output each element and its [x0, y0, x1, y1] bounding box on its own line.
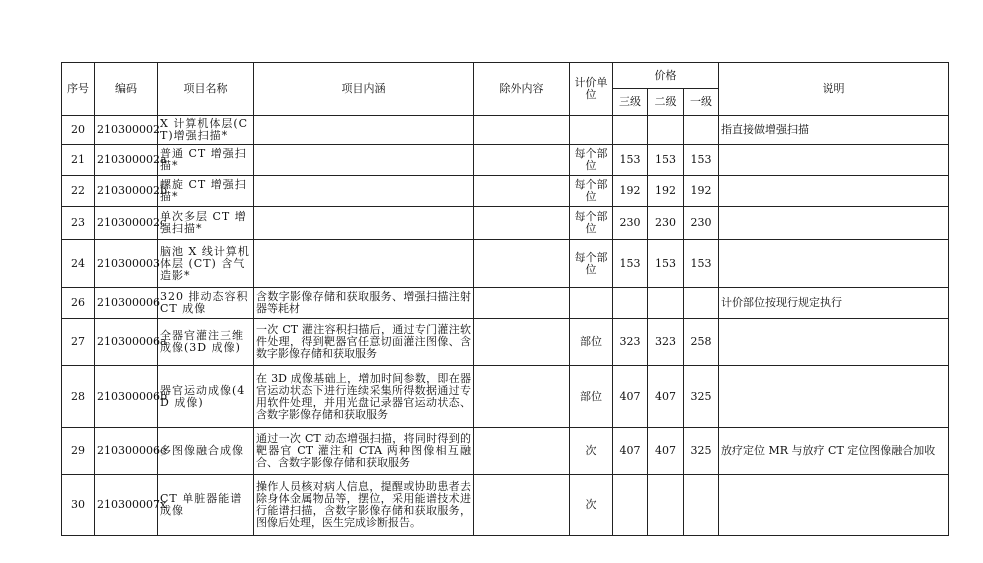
header-price: 价格	[613, 63, 719, 89]
header-level3: 三级	[613, 89, 648, 116]
cell-note	[719, 475, 949, 536]
cell-price-level2: 192	[648, 176, 684, 207]
cell-code: 210300006b	[95, 366, 158, 428]
header-unit: 计价单位	[570, 63, 613, 116]
cell-unit	[570, 116, 613, 145]
header-content: 项目内涵	[254, 63, 474, 116]
cell-price-level3	[613, 288, 648, 319]
cell-seq: 21	[62, 145, 95, 176]
cell-code: 210300002	[95, 116, 158, 145]
cell-content: 操作人员核对病人信息，提醒或协助患者去除身体金属物品等，摆位，采用能谱技术进行能谱扫描，含数字影像存储和获取服务，图像后处理，医生完成诊断报告。	[254, 475, 474, 536]
cell-price-level2	[648, 116, 684, 145]
cell-code: 210300003	[95, 240, 158, 288]
table-row	[62, 240, 949, 288]
cell-unit: 次	[570, 475, 613, 536]
cell-exclude	[474, 288, 570, 319]
cell-code: 210300002c	[95, 207, 158, 240]
cell-content: 一次 CT 灌注容积扫描后，通过专门灌注软件处理，得到靶器官任意切面灌注图像、含数字影像存储和获取服务	[254, 319, 474, 366]
cell-exclude	[474, 366, 570, 428]
cell-exclude	[474, 207, 570, 240]
price-table	[61, 62, 949, 536]
cell-code: 210300002b	[95, 176, 158, 207]
cell-unit: 每个部位	[570, 176, 613, 207]
cell-name: X 计算机体层(CT)增强扫描*	[158, 116, 254, 145]
cell-name: CT 单脏器能谱成像	[158, 475, 254, 536]
cell-price-level3: 407	[613, 366, 648, 428]
cell-seq: 29	[62, 428, 95, 475]
cell-code: 210300006c	[95, 428, 158, 475]
cell-code: 210300002a	[95, 145, 158, 176]
cell-code: 210300006	[95, 288, 158, 319]
header-note: 说明	[719, 63, 949, 116]
cell-unit: 部位	[570, 319, 613, 366]
cell-seq: 22	[62, 176, 95, 207]
cell-name: 螺旋 CT 增强扫描*	[158, 176, 254, 207]
cell-seq: 26	[62, 288, 95, 319]
cell-price-level1: 325	[684, 428, 719, 475]
cell-exclude	[474, 475, 570, 536]
cell-content: 通过一次 CT 动态增强扫描，将同时得到的靶器官 CT 灌注和 CTA 两种图像相互融合、含数字影像存储和获取服务	[254, 428, 474, 475]
cell-name: 器官运动成像(4D 成像)	[158, 366, 254, 428]
cell-content: 在 3D 成像基础上，增加时间参数，即在器官运动状态下进行连续采集所得数据通过专用软件处理，并用光盘记录器官运动状态、含数字影像存储和获取服务	[254, 366, 474, 428]
cell-seq: 30	[62, 475, 95, 536]
table-row	[62, 176, 949, 207]
cell-price-level1	[684, 116, 719, 145]
cell-unit: 次	[570, 428, 613, 475]
header-exclude: 除外内容	[474, 63, 570, 116]
cell-name: 脑池 X 线计算机体层 (CT) 含气造影*	[158, 240, 254, 288]
table-row	[62, 288, 949, 319]
cell-note: 计价部位按现行规定执行	[719, 288, 949, 319]
cell-seq: 23	[62, 207, 95, 240]
cell-content	[254, 116, 474, 145]
cell-note: 放疗定位 MR 与放疗 CT 定位图像融合加收	[719, 428, 949, 475]
cell-exclude	[474, 319, 570, 366]
cell-exclude	[474, 176, 570, 207]
header-level1: 一级	[684, 89, 719, 116]
cell-price-level2: 407	[648, 366, 684, 428]
table-row	[62, 475, 949, 536]
cell-price-level3	[613, 475, 648, 536]
header-level2: 二级	[648, 89, 684, 116]
cell-unit: 每个部位	[570, 207, 613, 240]
cell-note	[719, 145, 949, 176]
cell-price-level2	[648, 288, 684, 319]
cell-price-level1: 153	[684, 240, 719, 288]
cell-exclude	[474, 240, 570, 288]
cell-content: 含数字影像存储和获取服务、增强扫描注射器等耗材	[254, 288, 474, 319]
cell-price-level2	[648, 475, 684, 536]
cell-exclude	[474, 428, 570, 475]
cell-price-level1: 230	[684, 207, 719, 240]
table-row	[62, 428, 949, 475]
cell-exclude	[474, 145, 570, 176]
cell-seq: 28	[62, 366, 95, 428]
cell-price-level1	[684, 288, 719, 319]
cell-price-level2: 153	[648, 240, 684, 288]
cell-price-level3: 153	[613, 145, 648, 176]
cell-price-level2: 153	[648, 145, 684, 176]
cell-name: 全器官灌注三维成像(3D 成像)	[158, 319, 254, 366]
cell-note	[719, 240, 949, 288]
header-seq: 序号	[62, 63, 95, 116]
table-row	[62, 145, 949, 176]
cell-price-level3: 323	[613, 319, 648, 366]
cell-seq: 24	[62, 240, 95, 288]
cell-note	[719, 207, 949, 240]
cell-unit: 每个部位	[570, 145, 613, 176]
cell-unit: 每个部位	[570, 240, 613, 288]
cell-name: 多图像融合成像	[158, 428, 254, 475]
header-name: 项目名称	[158, 63, 254, 116]
cell-content	[254, 207, 474, 240]
cell-seq: 20	[62, 116, 95, 145]
cell-seq: 27	[62, 319, 95, 366]
cell-note	[719, 176, 949, 207]
cell-name: 单次多层 CT 增强扫描*	[158, 207, 254, 240]
cell-price-level1: 192	[684, 176, 719, 207]
table-row	[62, 366, 949, 428]
cell-content	[254, 176, 474, 207]
cell-note	[719, 366, 949, 428]
table-row	[62, 319, 949, 366]
table-row	[62, 207, 949, 240]
cell-note: 指直接做增强扫描	[719, 116, 949, 145]
cell-price-level3	[613, 116, 648, 145]
cell-price-level2: 230	[648, 207, 684, 240]
cell-price-level1: 325	[684, 366, 719, 428]
cell-price-level3: 153	[613, 240, 648, 288]
cell-price-level2: 323	[648, 319, 684, 366]
cell-price-level1	[684, 475, 719, 536]
cell-content	[254, 145, 474, 176]
cell-code: 210300006a	[95, 319, 158, 366]
cell-exclude	[474, 116, 570, 145]
cell-price-level1: 258	[684, 319, 719, 366]
cell-note	[719, 319, 949, 366]
cell-code: 210300007x	[95, 475, 158, 536]
cell-content	[254, 240, 474, 288]
cell-name: 普通 CT 增强扫描*	[158, 145, 254, 176]
table-row	[62, 116, 949, 145]
cell-price-level3: 192	[613, 176, 648, 207]
cell-price-level1: 153	[684, 145, 719, 176]
cell-price-level3: 407	[613, 428, 648, 475]
cell-price-level2: 407	[648, 428, 684, 475]
cell-unit	[570, 288, 613, 319]
cell-name: 320 排动态容积 CT 成像	[158, 288, 254, 319]
header-code: 编码	[95, 63, 158, 116]
cell-unit: 部位	[570, 366, 613, 428]
cell-price-level3: 230	[613, 207, 648, 240]
